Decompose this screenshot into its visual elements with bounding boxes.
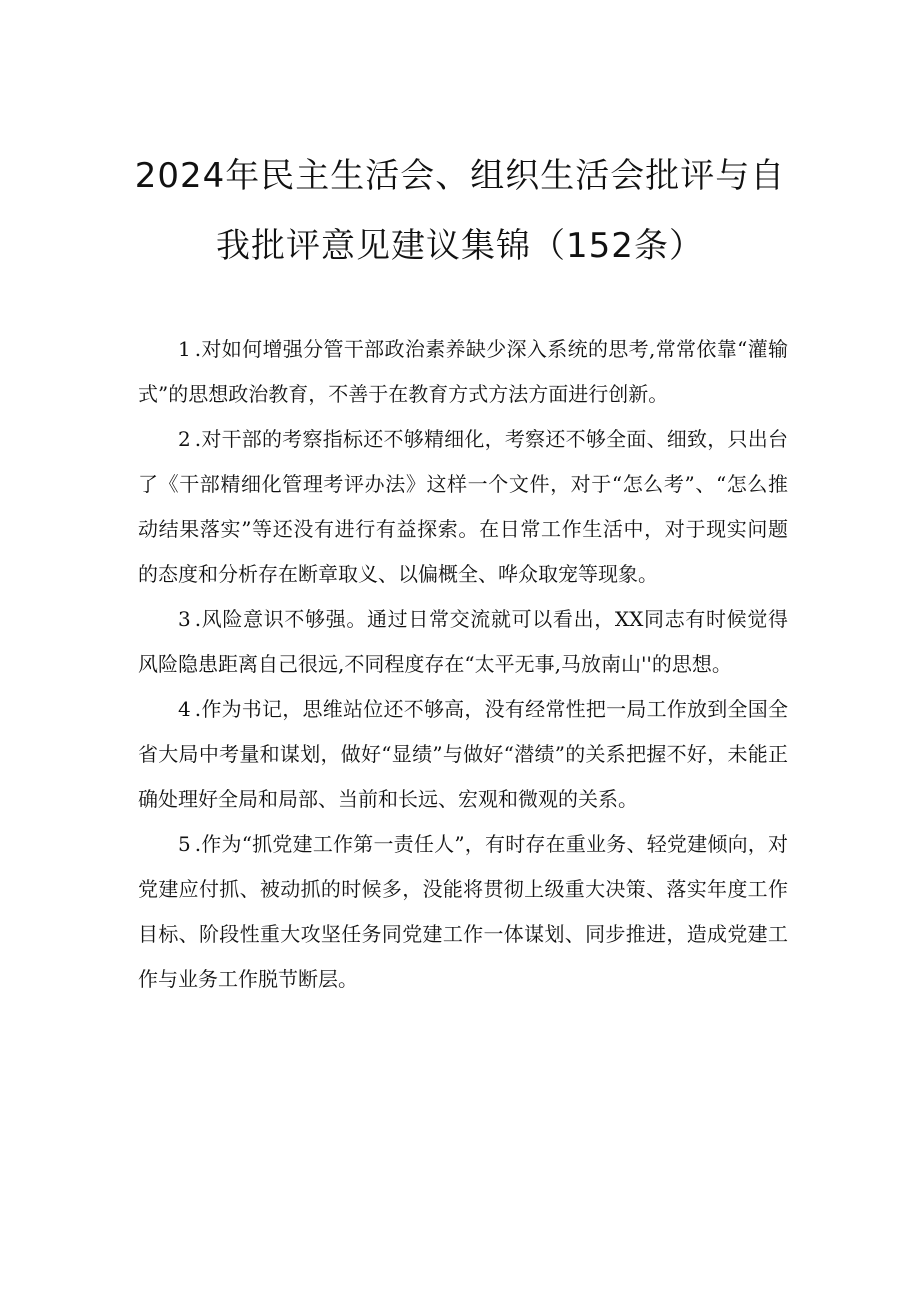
list-item [138,687,788,822]
list-item [138,822,788,1002]
item-text: .对干部的考察指标还不够精细化，考察还不够全面、细致，只出台了《干部精细化管理考评办法》这样一个文件，对于“怎么考”、“怎么推动结果落实”等还没有进行有益探索。在日常工作生活中，对于现实问题的态度和分析存在断章取义、以偏概全、哗众取宠等现象。 [138,427,788,586]
item-text: .对如何增强分管干部政治素养缺少深入系统的思考,常常依靠“灌输式”的思想政治教育，不善于在教育方式方法方面进行创新。 [138,337,788,406]
item-text: .作为书记，思维站位还不够高，没有经常性把一局工作放到全国全省大局中考量和谋划，做好“显绩”与做好“潜绩”的关系把握不好，未能正确处理好全局和局部、当前和长远、宏观和微观的关系。 [138,697,788,811]
item-number: 5 [178,832,191,856]
item-number: 4 [178,697,191,721]
document-title-line-2: 我批评意见建议集锦（152条） [216,226,704,266]
item-text: .风险意识不够强。通过日常交流就可以看出，XX同志有时候觉得风险隐患距离自己很远,不同程度存在“太平无事,马放南山''的思想。 [138,607,788,676]
list-item [138,597,788,687]
item-number: 2 [178,427,191,451]
item-text: .作为“抓党建工作第一责任人”，有时存在重业务、轻党建倾向，对党建应付抓、被动抓的时候多，没能将贯彻上级重大决策、落实年度工作目标、阶段性重大攻坚任务同党建工作一体谋划、同步推进，造成党建工作与业务工作脱节断层。 [138,832,788,991]
list-item [138,417,788,597]
item-number: 1 [178,337,191,361]
document-body [138,327,788,1002]
list-item [138,327,788,417]
document-title-line-1: 2024年民主生活会、组织生活会批评与自 [134,156,786,196]
item-number: 3 [178,607,191,631]
